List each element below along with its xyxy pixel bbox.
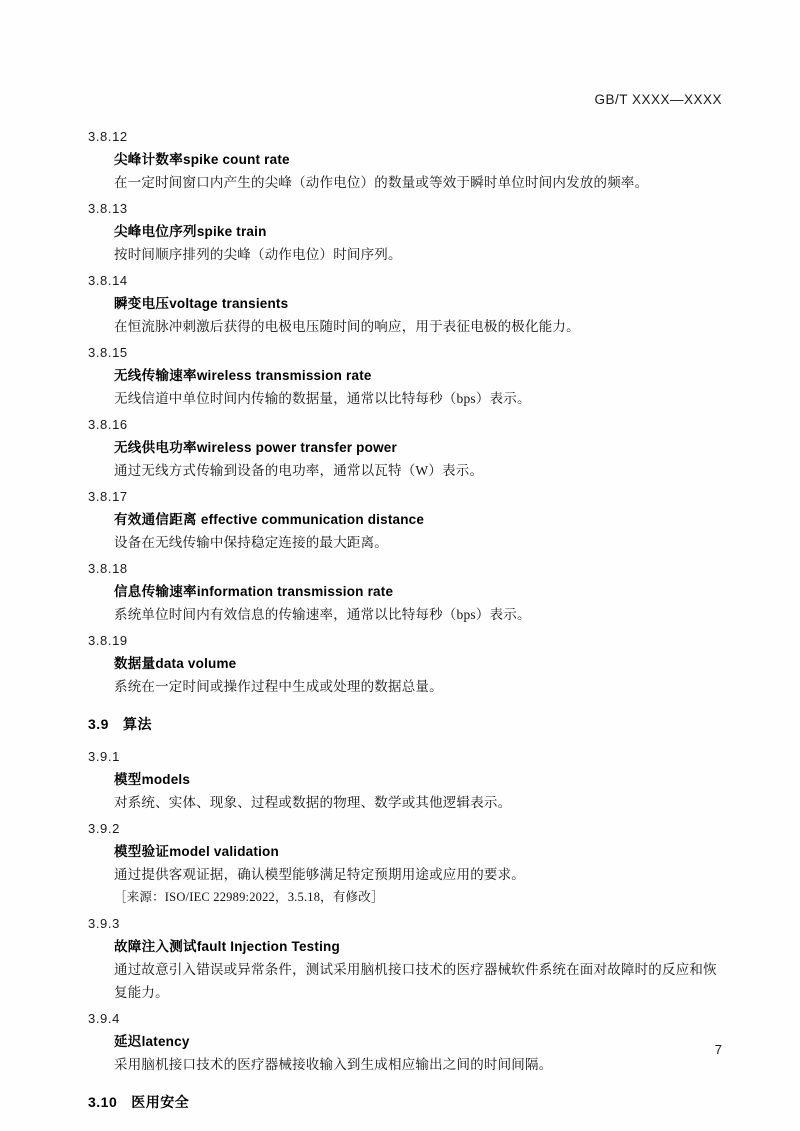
term-entry [88, 126, 718, 194]
term-title-en: model validation [169, 844, 279, 859]
term-description: 按时间顺序排列的尖峰（动作电位）时间序列。 [114, 247, 402, 262]
term-entry [88, 270, 718, 338]
term-title [114, 364, 718, 387]
term-title-cn: 无线供电功率 [114, 440, 197, 455]
term-title [114, 935, 718, 958]
term-entry [88, 558, 718, 626]
term-title [114, 1030, 718, 1053]
term-title-en: wireless power transfer power [196, 440, 397, 455]
term-description: 对系统、实体、现象、过程或数据的物理、数学或其他逻辑表示。 [114, 795, 512, 810]
term-number: 3.8.15 [88, 345, 128, 360]
term-title-en: spike count rate [183, 152, 290, 167]
term-description: 无线信道中单位时间内传输的数据量，通常以比特每秒（bps）表示。 [114, 391, 531, 406]
term-description: 通过故意引入错误或异常条件，测试采用脑机接口技术的医疗器械软件系统在面对故障时的反应和恢复能力。 [114, 962, 717, 1000]
term-number: 3.8.16 [88, 417, 128, 432]
term-title [114, 580, 718, 603]
term-number: 3.8.12 [88, 129, 128, 144]
term-title [114, 508, 718, 531]
term-title [114, 148, 718, 171]
term-source-reference: ［来源：ISO/IEC 22989:2022，3.5.18，有修改］ [114, 890, 384, 904]
term-title-en: wireless transmission rate [196, 368, 372, 383]
term-entry [88, 630, 718, 698]
term-title-cn: 延迟 [114, 1034, 142, 1049]
term-entry [88, 198, 718, 266]
document-body [88, 122, 718, 1124]
term-title-en: effective communication distance [200, 512, 425, 527]
term-title-cn: 数据量 [114, 656, 156, 671]
term-number: 3.9.2 [88, 821, 120, 836]
term-title-cn: 瞬变电压 [114, 296, 170, 311]
term-entry [88, 913, 718, 1004]
section-number: 3.9 [88, 716, 109, 732]
term-number: 3.9.1 [88, 749, 120, 764]
section-title: 医用安全 [131, 1094, 190, 1110]
page-number: 7 [714, 1042, 722, 1057]
term-description: 设备在无线传输中保持稳定连接的最大距离。 [114, 535, 388, 550]
term-title-en: models [141, 772, 191, 787]
term-entry [88, 486, 718, 554]
term-entry [88, 414, 718, 482]
term-title-cn: 模型 [114, 772, 142, 787]
term-number: 3.8.17 [88, 489, 128, 504]
term-number: 3.8.13 [88, 201, 128, 216]
term-description: 通过无线方式传输到设备的电功率，通常以瓦特（W）表示。 [114, 463, 484, 478]
term-number: 3.8.18 [88, 561, 128, 576]
term-title-cn: 模型验证 [114, 844, 170, 859]
section-number: 3.10 [88, 1094, 118, 1110]
term-title-cn: 无线传输速率 [114, 368, 197, 383]
term-title-cn: 尖峰计数率 [114, 152, 183, 167]
term-title [114, 220, 718, 243]
section-heading-algorithm [88, 712, 718, 736]
term-title [114, 840, 718, 863]
term-title [114, 768, 718, 791]
section-title: 算法 [122, 716, 152, 732]
term-description: 在一定时间窗口内产生的尖峰（动作电位）的数量或等效于瞬时单位时间内发放的频率。 [114, 175, 649, 190]
term-title [114, 292, 718, 315]
term-entry [88, 342, 718, 410]
term-number: 3.9.4 [88, 1011, 120, 1026]
term-title-cn: 信息传输速率 [114, 584, 197, 599]
term-title-en: fault Injection Testing [196, 939, 340, 954]
term-description: 系统单位时间内有效信息的传输速率，通常以比特每秒（bps）表示。 [114, 607, 531, 622]
term-title-en: spike train [196, 224, 267, 239]
term-number: 3.8.19 [88, 633, 128, 648]
term-description: 系统在一定时间或操作过程中生成或处理的数据总量。 [114, 679, 443, 694]
page-header: GB/T XXXX—XXXX [594, 92, 722, 107]
term-number: 3.8.14 [88, 273, 128, 288]
term-title-cn: 有效通信距离 [114, 512, 197, 527]
term-title [114, 652, 718, 675]
term-number: 3.9.3 [88, 916, 120, 931]
term-title-cn: 尖峰电位序列 [114, 224, 197, 239]
term-entry [88, 818, 718, 909]
term-entry [88, 746, 718, 814]
term-title-en: data volume [155, 656, 237, 671]
term-title-en: voltage transients [169, 296, 289, 311]
section-heading-medical-safety [88, 1090, 718, 1114]
term-title-cn: 故障注入测试 [114, 939, 197, 954]
term-entry [88, 1008, 718, 1076]
term-title-en: latency [141, 1034, 190, 1049]
term-title [114, 436, 718, 459]
term-description: 在恒流脉冲刺激后获得的电极电压随时间的响应，用于表征电极的极化能力。 [114, 319, 580, 334]
term-description: 通过提供客观证据，确认模型能够满足特定预期用途或应用的要求。 [114, 867, 525, 882]
term-title-en: information transmission rate [196, 584, 394, 599]
term-description: 采用脑机接口技术的医疗器械接收输入到生成相应输出之间的时间间隔。 [114, 1057, 553, 1072]
